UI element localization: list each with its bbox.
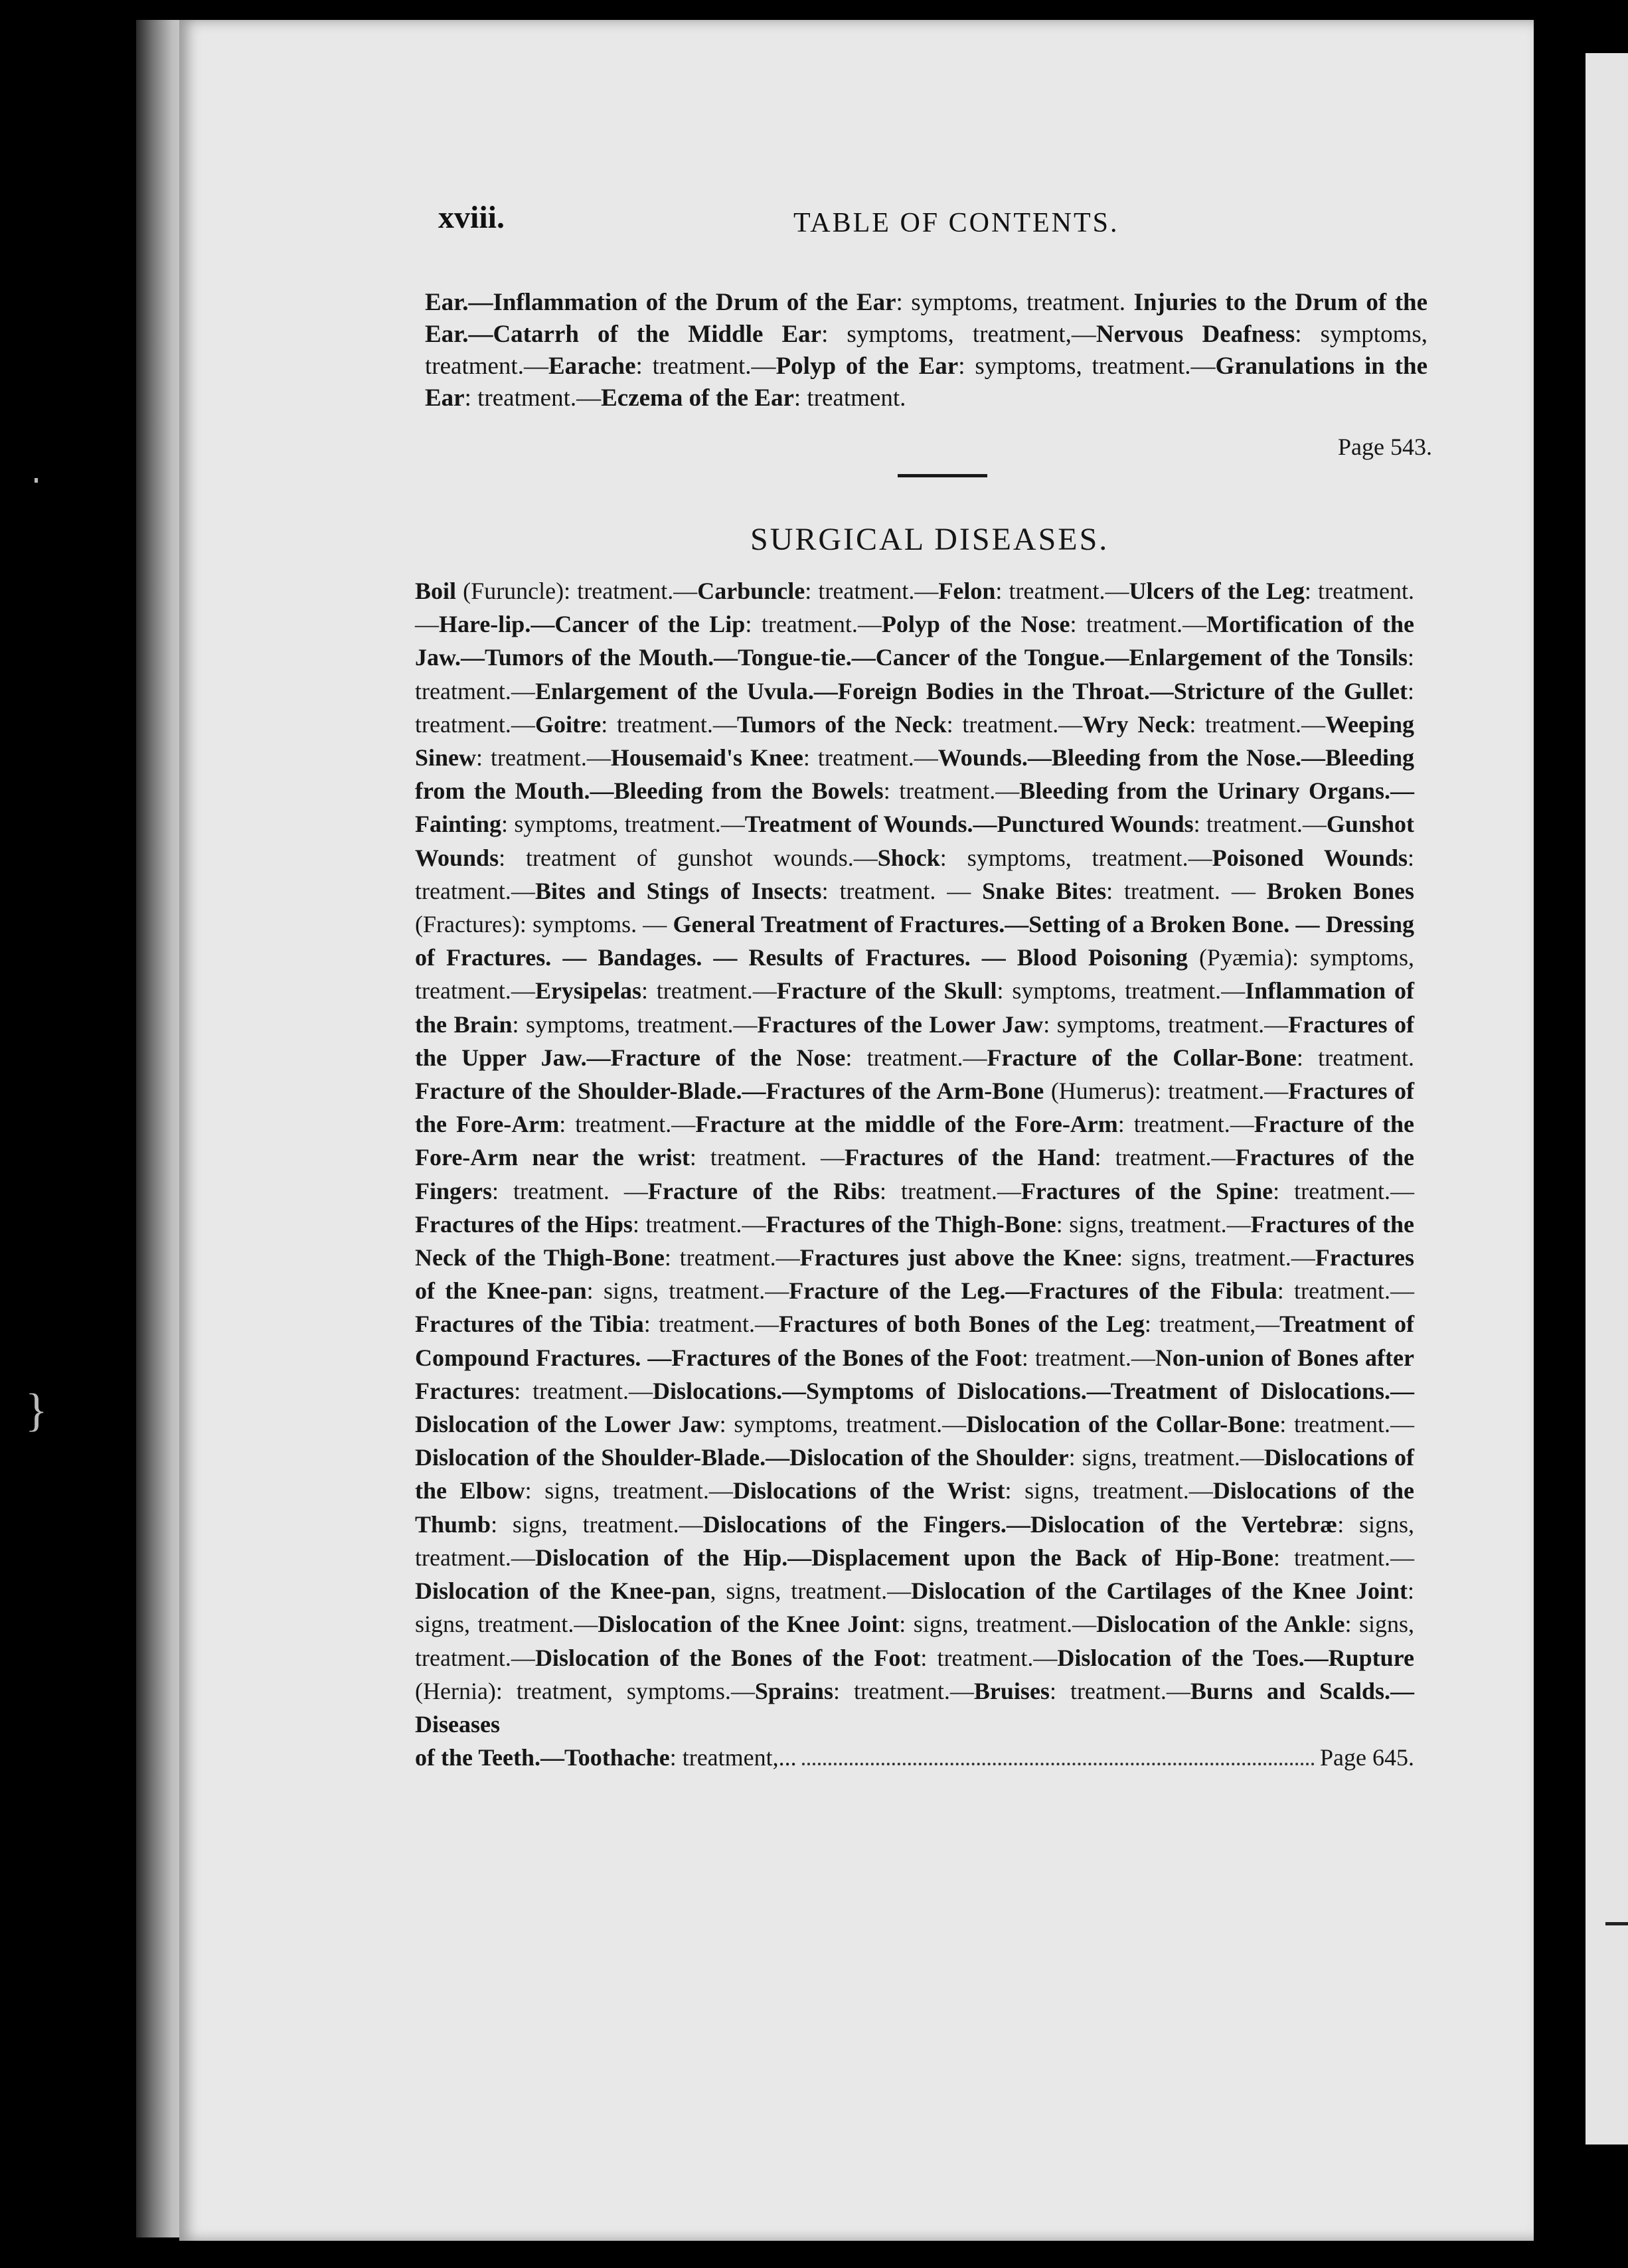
ear-contents-text: Ear.—Inflammation of the Drum of the Ear: symptoms, treatment. Injuries to the Drum of the Ear.—Catarrh of the Middle Ear: symptoms, treatment,—Nervous Deafness: symptoms, treatment.—Earache: treatment.—Polyp of the Ear: symptoms, treatment.—Granulations in the Ear: treatment.—Eczema of the Ear: treatment. (425, 289, 1428, 412)
ear-contents-paragraph (425, 287, 1427, 414)
page-header (0, 199, 1628, 252)
surgical-section-page-ref: Page 645. (1320, 1744, 1414, 1771)
scan-bracket-mark: } (25, 1385, 48, 1436)
surgical-contents-paragraph (415, 574, 1414, 1774)
surgical-contents-text: Boil (Furuncle): treatment.—Carbuncle: treatment.—Felon: treatment.—Ulcers of the Leg: treatment.—Hare-lip.—Cancer of the Lip: treatment.—Polyp of the Nose: treatment.—Mortification of the Jaw.—Tumors of the Mouth.—Tongue-tie.—Cancer of the Tongue.—Enlargement of the Tonsils: treatment.—Enlargement of the Uvula.—Foreign Bodies in the Throat.—Stricture of the Gullet: treatment.—Goitre: treatment.—Tumors of the Neck: treatment.—Wry Neck: treatment.—Weeping Sinew: treatment.—Housemaid's Knee: treatment.—Wounds.—Bleeding from the Nose.—Bleeding from the Mouth.—Bleeding from the Bowels: treatment.—Bleeding from the Urinary Organs.—Fainting: symptoms, treatment.—Treatment of Wounds.—Punctured Wounds: treatment.—Gunshot Wounds: treatment of gunshot wounds.—Shock: symptoms, treatment.—Poisoned Wounds: treatment.—Bites and Stings of Insects: treatment. — Snake Bites: treatment. — Broken Bones (Fractures): symptoms. — General Treatment of Fractures.—Setting of a Broken Bone. — Dressing of Fractures. — Bandages. — Results of Fractures. — Blood Poisoning (Pyæmia): symptoms, treatment.—Erysipelas: treatment.—Fracture of the Skull: symptoms, treatment.—Inflammation of the Brain: symptoms, treatment.—Fractures of the Lower Jaw: symptoms, treatment.—Fractures of the Upper Jaw.—Fracture of the Nose: treatment.—Fracture of the Collar-Bone: treatment. Fracture of the Shoulder-Blade.—Fractures of the Arm-Bone (Humerus): treatment.—Fractures of the Fore-Arm: treatment.—Fracture at the middle of the Fore-Arm: treatment.—Fracture of the Fore-Arm near the wrist: treatment. —Fractures of the Hand: treatment.—Fractures of the Fingers: treatment. —Fracture of the Ribs: treatment.—Fractures of the Spine: treatment.—Fractures of the Hips: treatment.—Fractures of the Thigh-Bone: signs, treatment.—Fractures of the Neck of the Thigh-Bone: treatment.—Fractures just above the Knee: signs, treatment.—Fractures of the Knee-pan: signs, treatment.—Fracture of the Leg.—Fractures of the Fibula: treatment.—Fractures of the Tibia: treatment.—Fractures of both Bones of the Leg: treatment,—Treatment of Compound Fractures. —Fractures of the Bones of the Foot: treatment.—Non-union of Bones after Fractures: treatment.—Dislocations.—Symptoms of Dislocations.—Treatment of Dislocations.—Dislocation of the Lower Jaw: symptoms, treatment.—Dislocation of the Collar-Bone: treatment.—Dislocation of the Shoulder-Blade.—Dislocation of the Shoulder: signs, treatment.—Dislocations of the Elbow: signs, treatment.—Dislocations of the Wrist: signs, treatment.—Dislocations of the Thumb: signs, treatment.—Dislocations of the Fingers.—Dislocation of the Vertebræ: signs, treatment.—Dislocation of the Hip.—Displacement upon the Back of Hip-Bone: treatment.—Dislocation of the Knee-pan, signs, treatment.—Dislocation of the Cartilages of the Knee Joint: signs, treatment.—Dislocation of the Knee Joint: signs, treatment.—Dislocation of the Ankle: signs, treatment.—Dislocation of the Bones of the Foot: treatment.—Dislocation of the Toes.—Rupture (Hernia): treatment, symptoms.—Sprains: treatment.—Bruises: treatment.—Burns and Scalds.—Diseases (415, 578, 1415, 1738)
page-number: xviii. (438, 200, 505, 235)
facing-page-edge (1586, 53, 1628, 2145)
section-title: SURGICAL DISEASES. (750, 522, 1109, 557)
facing-page-rule (1605, 1922, 1628, 1925)
dot-leader (802, 1763, 1315, 1765)
ear-section-page-ref: Page 543. (1338, 434, 1432, 460)
section-divider (898, 474, 987, 477)
surgical-last-line-text: of the Teeth.—Toothache: treatment,... (415, 1744, 797, 1771)
surgical-last-line (415, 1741, 1414, 1774)
running-title: TABLE OF CONTENTS. (793, 208, 1119, 238)
scan-mark (35, 478, 38, 483)
